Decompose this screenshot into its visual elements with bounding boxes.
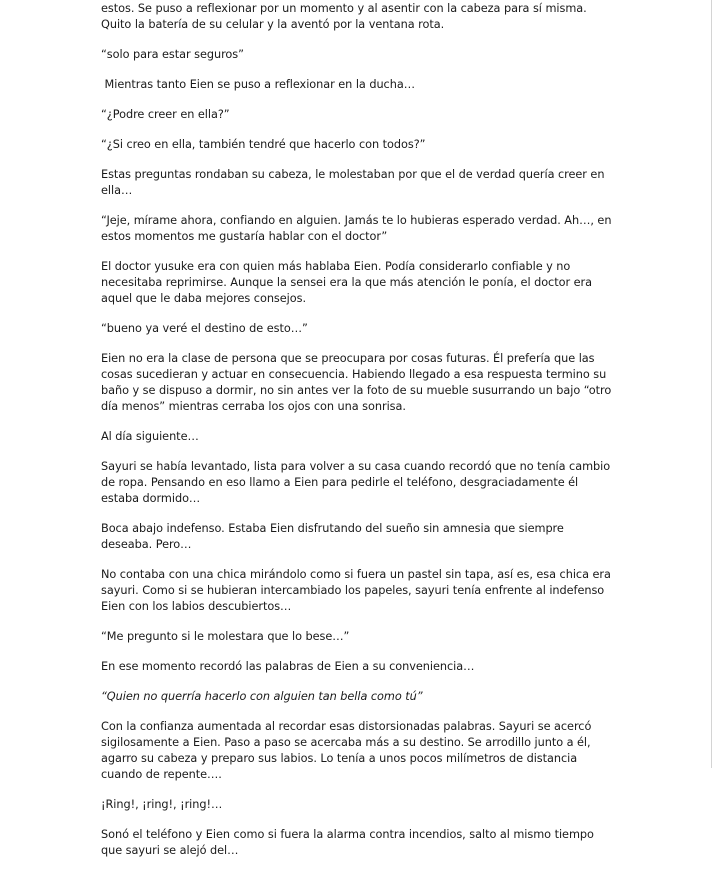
paragraph: Sonó el teléfono y Eien como si fuera la alarma contra incendios, salto al mismo tiempo que sayuri se alejó del… xyxy=(101,828,594,857)
document-body xyxy=(101,1,617,873)
paragraph: En ese momento recordó las palabras de Eien a su conveniencia… xyxy=(101,660,475,673)
paragraph: Al día siguiente… xyxy=(101,430,199,443)
paragraph: “solo para estar seguros” xyxy=(101,48,244,61)
paragraph: “Jeje, mírame ahora, confiando en alguien. Jamás te lo hubieras esperado verdad. Ah…, en estos momentos me gustaría hablar con el doctor” xyxy=(101,214,612,243)
paragraph: Mientras tanto Eien se puso a reflexionar en la ducha… xyxy=(101,78,415,91)
paragraph: ¡Ring!, ¡ring!, ¡ring!… xyxy=(101,798,223,811)
paragraph: Sayuri se había levantado, lista para volver a su casa cuando recordó que no tenía cambio de ropa. Pensando en eso llamo a Eien para pedirle el teléfono, desgraciadamente él estaba dormido… xyxy=(101,460,611,505)
paragraph: “¿Podre creer en ella?” xyxy=(101,108,230,121)
paragraph: “Me pregunto si le molestara que lo bese…” xyxy=(101,630,350,643)
paragraph: Eien no era la clase de persona que se preocupara por cosas futuras. Él prefería que las cosas sucedieran y actuar en consecuencia. Habiendo llegado a esa respuesta termino su baño y se dispuso a dormir, no sin antes ver la foto de su mueble susurrando un bajo “otro día menos” mientras cerraba los ojos con una sonrisa. xyxy=(101,352,612,413)
paragraph: No contaba con una chica mirándolo como si fuera un pastel sin tapa, así es, esa chica era sayuri. Como si se hubieran intercambiado los papeles, sayuri tenía enfrente al indefenso Eien con los labios descubiertos… xyxy=(101,568,611,613)
paragraph: Boca abajo indefenso. Estaba Eien disfrutando del sueño sin amnesia que siempre deseaba. Pero… xyxy=(101,522,571,551)
paragraph: Estas preguntas rondaban su cabeza, le molestaban por que el de verdad quería creer en ella… xyxy=(101,168,605,197)
paragraph: Con la confianza aumentada al recordar esas distorsionadas palabras. Sayuri se acercó sigilosamente a Eien. Paso a paso se acercaba más a su destino. Se arrodillo junto a él, agarro su cabeza y preparo sus labios. Lo tenía a unos pocos milímetros de distancia cuando de repente…. xyxy=(101,720,592,781)
paragraph: “bueno ya veré el destino de esto…” xyxy=(101,322,308,335)
paragraph: El doctor yusuke era con quien más hablaba Eien. Podía considerarlo confiable y no necesitaba reprimirse. Aunque la sensei era la que más atención le ponía, el doctor era aquel que le daba mejores consejos. xyxy=(101,260,592,305)
paragraph: estos. Se puso a reflexionar por un momento y al asentir con la cabeza para sí misma. Quito la batería de su celular y la aventó por la ventana rota. xyxy=(101,2,587,31)
paragraph-italic: “Quien no querría hacerlo con alguien tan bella como tú” xyxy=(101,690,423,703)
paragraph: “¿Si creo en ella, también tendré que hacerlo con todos?” xyxy=(101,138,426,151)
